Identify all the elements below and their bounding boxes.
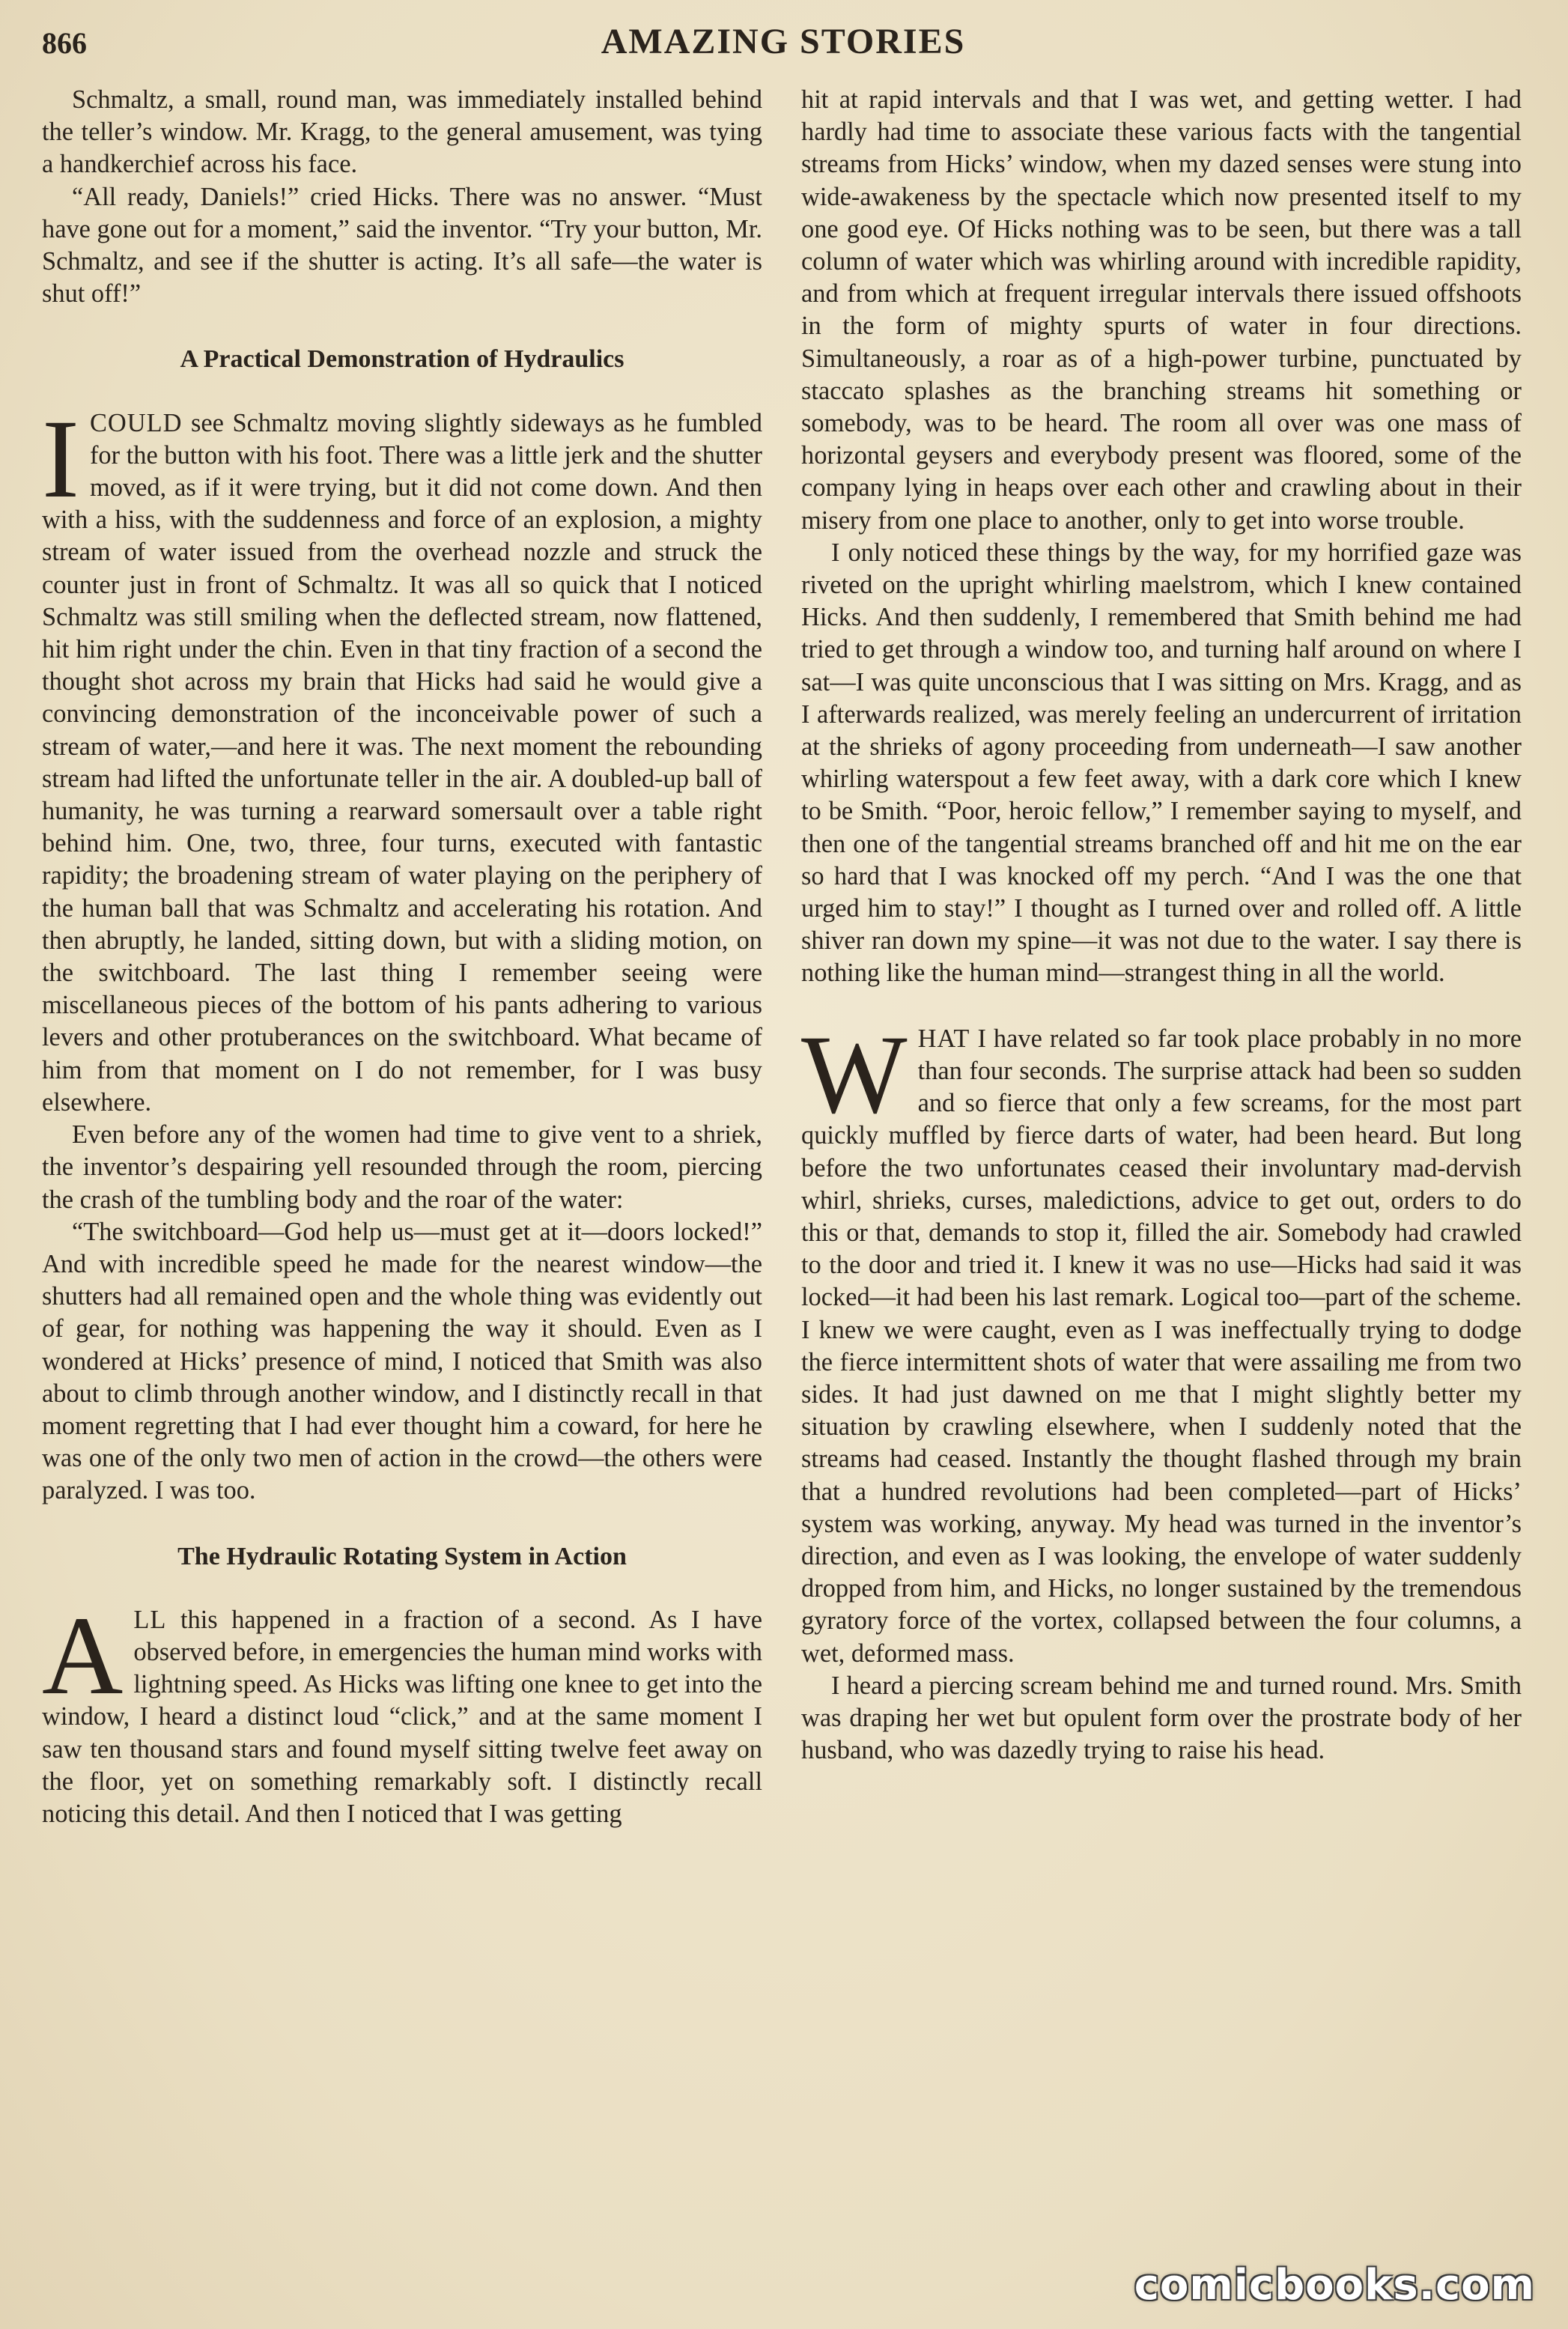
paragraph-text: this happened in a fraction of a second. As I have observed before, in emergencies the human mind works with lightning speed. As Hicks was lifting one knee to get into the window, I heard a distinct loud “click,” and at the same moment I saw ten thousand stars and found myself sitting twelve feet away on the floor, yet on something remarkably soft. I distinctly recall noticing this detail. And then I noticed that I was getting bbox=[42, 1605, 762, 1828]
paragraph-with-dropcap bbox=[42, 396, 762, 1119]
paragraph: “All ready, Daniels!” cried Hicks. There was no answer. “Must have gone out for a moment,” said the inventor. “Try your button, Mr. Schmaltz, and see if the shutter is acting. It’s all safe—the water is shut off!” bbox=[42, 182, 762, 309]
paragraph-text: I have related so far took place probably in no more than four seconds. The surprise attack had been so sudden and so fierce that only a few screams, for the most part quickly muffled by fierce darts of water, had been heard. But long before the two unfortunates ceased their involuntary mad-dervish whirl, shrieks, curses, maledictions, advice to get out, orders to do this or that, demands to stop it, filled the air. Somebody had crawled to the door and tried it. I knew it was no use—Hicks had said it was locked—it had been his last remark. Logical too—part of the scheme. I knew we were caught, even as I was ineffectually trying to dodge the fierce intermittent shots of water that were assailing me from two sides. It had just dawned on me that I might slightly better my situation by crawling elsewhere, when I suddenly noted that the streams had ceased. Instantly the thought flashed through my brain that a hundred revolutions had been completed—part of Hicks’ system was working, anyway. My head was turned in the inventor’s direction, and even as I was looking, the envelope of water suddenly dropped from him, and Hicks, no longer sustained by the tremendous gyratory force of the vortex, collapsed between the four columns, a wet, deformed mass. bbox=[801, 1024, 1522, 1668]
lead-word: COULD bbox=[89, 408, 183, 437]
paragraph: Schmaltz, a small, round man, was immediately installed behind the teller’s window. Mr. Kragg, to the general amusement, was tying a handkerchief across his face. bbox=[42, 85, 762, 179]
paragraph: “The switchboard—God help us—must get at it—doors locked!” And with incredible speed he made for the nearest window—the shutters had all remained open and the whole thing was evidently out of gear, for nothing was happening the way it should. Even as I wondered at Hicks’ presence of mind, I noticed that Smith was also about to climb through another window, and I distinctly recall in that moment regretting that I had ever thought him a coward, for here he was one of the only two men of action in the crowd—the others were paralyzed. I was too. bbox=[42, 1217, 762, 1505]
paragraph: I heard a piercing scream behind me and turned round. Mrs. Smith was draping her wet but opulent form over the prostrate body of her husband, who was dazedly trying to raise his head. bbox=[801, 1671, 1522, 1765]
watermark-logo: comicbooks.com bbox=[1134, 2261, 1535, 2310]
paragraph-with-dropcap bbox=[801, 1012, 1522, 1670]
right-column bbox=[801, 84, 1522, 1767]
section-heading: The Hydraulic Rotating System in Action bbox=[177, 1542, 627, 1570]
paragraph-text: see Schmaltz moving slightly sideways as he fumbled for the button with his foot. There was a little jerk and the shutter moved, as if it were trying, but it did not come down. And then with a hiss, with the suddenness and force of an explosion, a mighty stream of water issued from the overhead nozzle and struck the counter just in front of Schmaltz. It was all so quick that I noticed Schmaltz was still smiling when the deflected stream, now flattened, hit him right under the chin. Even in that tiny fraction of a second the thought shot across my brain that Hicks had said he would give a convincing demonstration of the inconceivable power of such a stream of water,—and here it was. The next moment the rebounding stream had lifted the unfortunate teller in the air. A doubled-up ball of humanity, he was turning a rearward somersault over a table right behind him. One, two, three, four turns, executed with fantastic rapidity; the broadening stream of water playing on the periphery of the human ball that was Schmaltz and accelerating his rotation. And then abruptly, he landed, sitting down, but with a sliding motion, on the switchboard. The last thing I remember seeing were miscellaneous pieces of the bottom of his pants adhering to various levers and other protuberances on the switchboard. What became of him from that moment on I do not remember, for I was busy elsewhere. bbox=[42, 408, 762, 1117]
left-column bbox=[42, 84, 762, 1830]
paragraph: hit at rapid intervals and that I was wet, and getting wetter. I had hardly had time to associate these various facts with the tangential streams from Hicks’ window, when my dazed senses were stung into wide-awakeness by the spectacle which now presented itself to my one good eye. Of Hicks nothing was to be seen, but there was a tall column of water which was whirling around with incredible rapidity, and from which at frequent irregular intervals there issued offshoots in the form of mighty spurts of water in four directions. Simultaneously, a roar as of a high-power turbine, punctuated by staccato splashes as the branching streams hit something or somebody, was to be heard. The room all over was one mass of horizontal geysers and everybody present was floored, some of the company lying in heaps over each other and crawling about in their misery from one place to another, only to get into worse trouble. bbox=[801, 85, 1522, 535]
drop-cap: A bbox=[42, 1593, 124, 1718]
page-number: 866 bbox=[42, 26, 87, 60]
paragraph: Even before any of the women had time to give vent to a shriek, the inventor’s despairing yell resounded through the room, piercing the crash of the tumbling body and the roar of the water: bbox=[42, 1120, 762, 1214]
running-title: AMAZING STORIES bbox=[601, 22, 966, 61]
paragraph-with-dropcap bbox=[42, 1593, 762, 1830]
section-break bbox=[801, 990, 1522, 1023]
page-header bbox=[42, 21, 1525, 66]
paragraph: I only noticed these things by the way, for my horrified gaze was riveted on the upright whirling maelstrom, which I knew contained Hicks. And then suddenly, I remembered that Smith behind me had tried to get through a window too, and turning half around on where I sat—I was quite unconscious that I was sitting on Mrs. Kragg, and as I afterwards realized, was merely feeling an undercurrent of irritation at the shrieks of agony proceeding from underneath—I saw another whirling waterspout a few feet away, with a dark core which I knew to be Smith. “Poor, heroic fellow,” I remember saying to myself, and then one of the tangential streams branched off and hit me on the ear so hard that I was knocked off my perch. “And I was the one that urged him to stay!” I thought as I turned over and rolled off. A little shiver ran down my spine—it was not due to the water. I say there is nothing like the human mind—strangest thing in all the world. bbox=[801, 538, 1522, 988]
section-heading: A Practical Demonstration of Hydraulics bbox=[180, 345, 625, 374]
drop-cap: W bbox=[801, 1012, 908, 1137]
lead-word: LL bbox=[133, 1605, 167, 1634]
drop-cap: I bbox=[42, 396, 79, 521]
lead-word: HAT bbox=[917, 1024, 970, 1053]
